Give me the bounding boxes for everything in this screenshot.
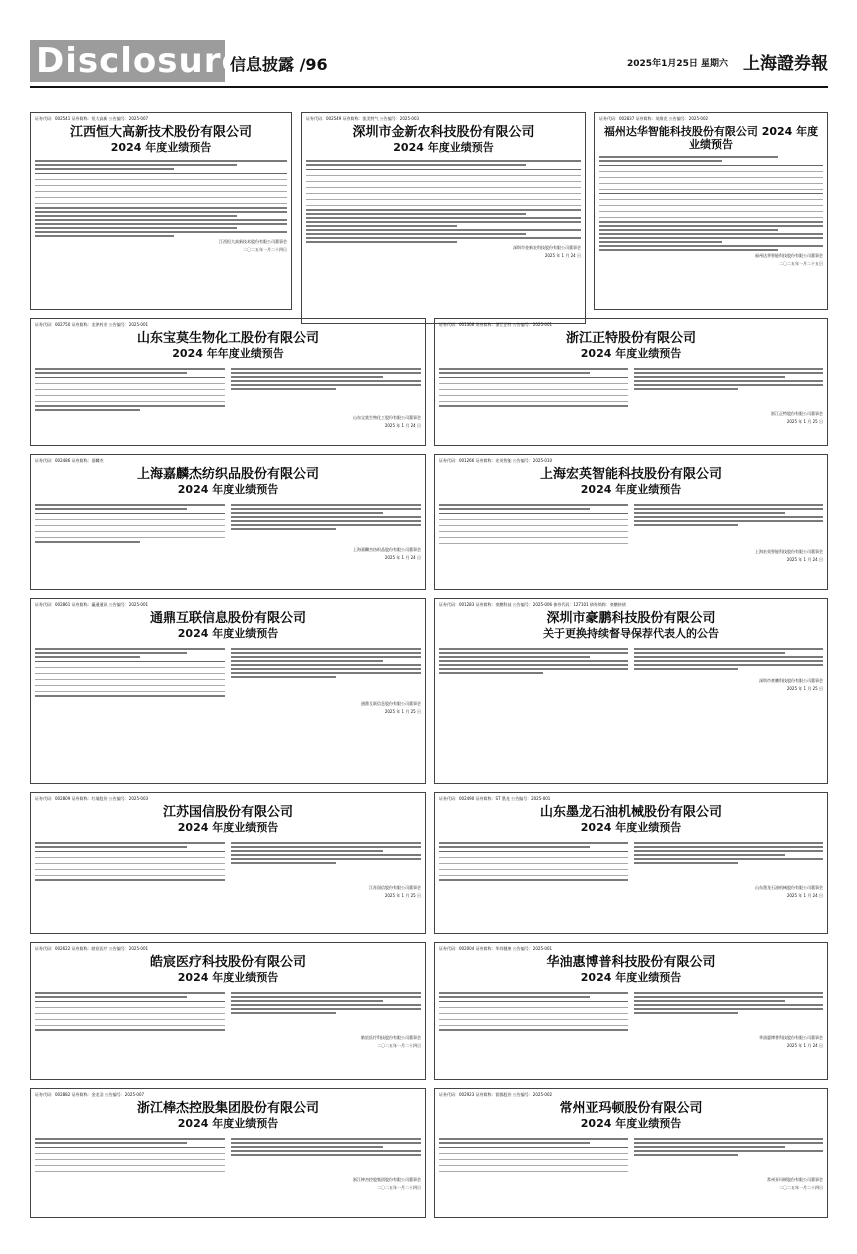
sign-date: 二〇二五年一月二十四日 [377,1043,421,1048]
forecast-table [306,169,581,206]
company-title: 皓宸医疗科技股份有限公司 [149,955,306,970]
stock-code-line: 证券代码：002923 证券简称：润都股份 公告编号：2025-002 [439,1092,553,1097]
announcement-subtitle: 2024 年年度业绩预告 [172,347,284,360]
announcement-subtitle: 2024 年度业绩预告 [580,347,682,360]
stock-code-line: 证券代码：002809 证券简称：红墙股份 公告编号：2025-003 [35,796,149,801]
announcement [434,598,828,784]
signer: 常州亚玛顿股份有限公司董事会 [767,1177,823,1182]
stock-code-line: 证券代码：002750 证券简称：龙津药业 公告编号：2025-001 [35,322,149,327]
company-title: 上海嘉麟杰纺织品股份有限公司 [136,467,319,482]
company-title: 江西恒大高新技术股份有限公司 [69,125,252,140]
announcement-body [35,502,421,545]
announcement-body [35,1136,421,1175]
stock-code-line: 证券代码：002549 证券简称：凯美特气 公告编号：2025-003 [306,116,420,121]
announcement-body [35,646,421,699]
stock-code-line: 证券代码：001266 证券简称：宏英智能 公告编号：2025-010 [439,458,553,463]
sign-date: 二〇二五年一月二十四日 [377,1185,421,1190]
announcement-subtitle: 2024 年度业绩预告 [177,821,279,834]
sign-date: 2025 年 1 月 24 日 [786,1043,823,1048]
sign-date: 二〇二五年一月二十五日 [779,261,823,266]
forecast-table [599,165,823,190]
announcement [30,1088,426,1218]
announcement-subtitle: 2024 年度业绩预告 [580,971,682,984]
sign-date: 2025 年 1 月 25 日 [384,893,421,898]
signer: 江苏国信股份有限公司董事会 [369,885,421,890]
announcement-subtitle: 2024 年度业绩预告 [177,1117,279,1130]
signer: 浙江棒杰控股集团股份有限公司董事会 [353,1177,421,1182]
signer: 上海嘉麟杰纺织品股份有限公司董事会 [353,547,421,552]
forecast-table [35,173,287,204]
announcement-subtitle: 2024 年度业绩预告 [393,141,494,154]
newspaper-brand: 上海證券報 [743,54,828,74]
announcement-body [35,840,421,883]
sign-date: 2025 年 1 月 25 日 [384,709,421,714]
announcement [30,792,426,934]
sign-date: 2025 年 1 月 24 日 [544,253,581,258]
announcement-body [439,366,823,409]
forecast-table [599,193,823,218]
stock-code-line: 证券代码：002837 证券简称：英维克 公告编号：2025-002 [599,116,709,121]
company-title: 上海宏英智能科技股份有限公司 [539,467,722,482]
announcement-body [35,160,287,237]
stock-code-line: 证券代码：002486 证券简称：嘉麟杰 [35,458,104,463]
company-title: 浙江正特股份有限公司 [565,331,696,346]
announcement-subtitle: 2024 年度业绩预告 [580,1117,682,1130]
sign-date: 2025 年 1 月 25 日 [786,419,823,424]
sign-date: 2025 年 1 月 24 日 [786,893,823,898]
masthead [30,40,828,90]
company-title: 浙江棒杰控股集团股份有限公司 [136,1101,319,1116]
announcement-body [599,156,823,251]
signer: 皓宸医疗科技股份有限公司董事会 [361,1035,421,1040]
announcement-body [439,840,823,883]
announcement-subtitle: 关于更换持续督导保荐代表人的公告 [543,627,719,640]
signer: 山东墨龙石油机械股份有限公司董事会 [755,885,823,890]
company-title: 常州亚玛顿股份有限公司 [559,1101,703,1116]
announcement [434,942,828,1080]
announcement [30,942,426,1080]
company-title: 山东墨龙石油机械股份有限公司 [539,805,722,820]
announcement [434,792,828,934]
signer: 江西恒大高新技术股份有限公司董事会 [219,239,287,244]
company-title: 江苏国信股份有限公司 [162,805,293,820]
signer: 山东宝莫生物化工股份有限公司董事会 [353,415,421,420]
stock-code-line: 证券代码：002004 证券简称：华邦健康 公告编号：2025-001 [439,946,553,951]
stock-code-line: 证券代码：002622 证券简称：皓宸医疗 公告编号：2025-001 [35,946,149,951]
company-title: 福州达华智能科技股份有限公司 2024 年度业绩预告 [603,125,819,151]
company-title: 深圳市豪鹏科技股份有限公司 [546,611,716,626]
announcement-subtitle: 2024 年度业绩预告 [177,627,279,640]
masthead-rule [30,86,828,88]
company-title: 华油惠博普科技股份有限公司 [546,955,716,970]
announcement-subtitle: 2024 年度业绩预告 [580,821,682,834]
signer: 福州达华智能科技股份有限公司董事会 [755,253,823,258]
announcement [30,454,426,590]
sign-date: 2025 年 1 月 24 日 [786,557,823,562]
announcement-body [439,646,823,676]
disclosure-logo: Disclosure [30,40,225,82]
announcement [434,1088,828,1218]
announcement-body [439,1136,823,1175]
announcement-body [35,990,421,1033]
sign-date: 二〇二五年一月二十四日 [243,247,287,252]
signer: 上海宏英智能科技股份有限公司董事会 [755,549,823,554]
announcement-subtitle: 2024 年度业绩预告 [580,483,682,496]
announcement-body [306,160,581,243]
sign-date: 2025 年 1 月 25 日 [786,686,823,691]
stock-code-line: 证券代码：002541 证券简称：恒大高新 公告编号：2025-007 [35,116,149,121]
signer: 深圳市金新农科技股份有限公司董事会 [513,245,581,250]
company-title: 深圳市金新农科技股份有限公司 [352,125,535,140]
announcement-body [35,366,421,413]
stock-code-line: 证券代码：001283 证券简称：豪鹏科技 公告编号：2025-006 债券代码：127101 债券简称：豪鹏转债 [439,602,626,607]
announcement [30,318,426,446]
announcement-body [439,502,823,547]
stock-code-line: 证券代码：002861 证券简称：瀛通通讯 公告编号：2025-001 [35,602,149,607]
sign-date: 二〇二五年一月二十四日 [779,1185,823,1190]
announcement-subtitle: 2024 年度业绩预告 [110,141,212,154]
announcement [434,318,828,446]
stock-code-line: 证券代码：001306 证券简称：浙江正特 公告编号：2025-001 [439,322,553,327]
announcement [434,454,828,590]
announcement [594,112,828,310]
sign-date: 2025 年 1 月 24 日 [384,423,421,428]
announcement [30,112,292,310]
sign-date: 2025 年 1 月 24 日 [384,555,421,560]
signer: 华油惠博普科技股份有限公司董事会 [759,1035,823,1040]
company-title: 山东宝莫生物化工股份有限公司 [136,331,319,346]
issue-date: 2025年1月25日 星期六 [627,59,728,69]
section-title: 信息披露 /96 [230,55,328,74]
announcement-subtitle: 2024 年度业绩预告 [177,483,279,496]
announcement-body [439,990,823,1033]
stock-code-line: 证券代码：002490 证券简称：ST 墨龙 公告编号：2025-001 [439,796,551,801]
signer: 深圳市豪鹏科技股份有限公司董事会 [759,678,823,683]
announcement [301,112,586,324]
company-title: 通鼎互联信息股份有限公司 [149,611,306,626]
signer: 浙江正特股份有限公司董事会 [771,411,823,416]
announcement-subtitle: 2024 年度业绩预告 [177,971,279,984]
stock-code-line: 证券代码：002882 证券简称：金龙羽 公告编号：2025-007 [35,1092,145,1097]
announcement [30,598,426,784]
signer: 通鼎互联信息股份有限公司董事会 [361,701,421,706]
